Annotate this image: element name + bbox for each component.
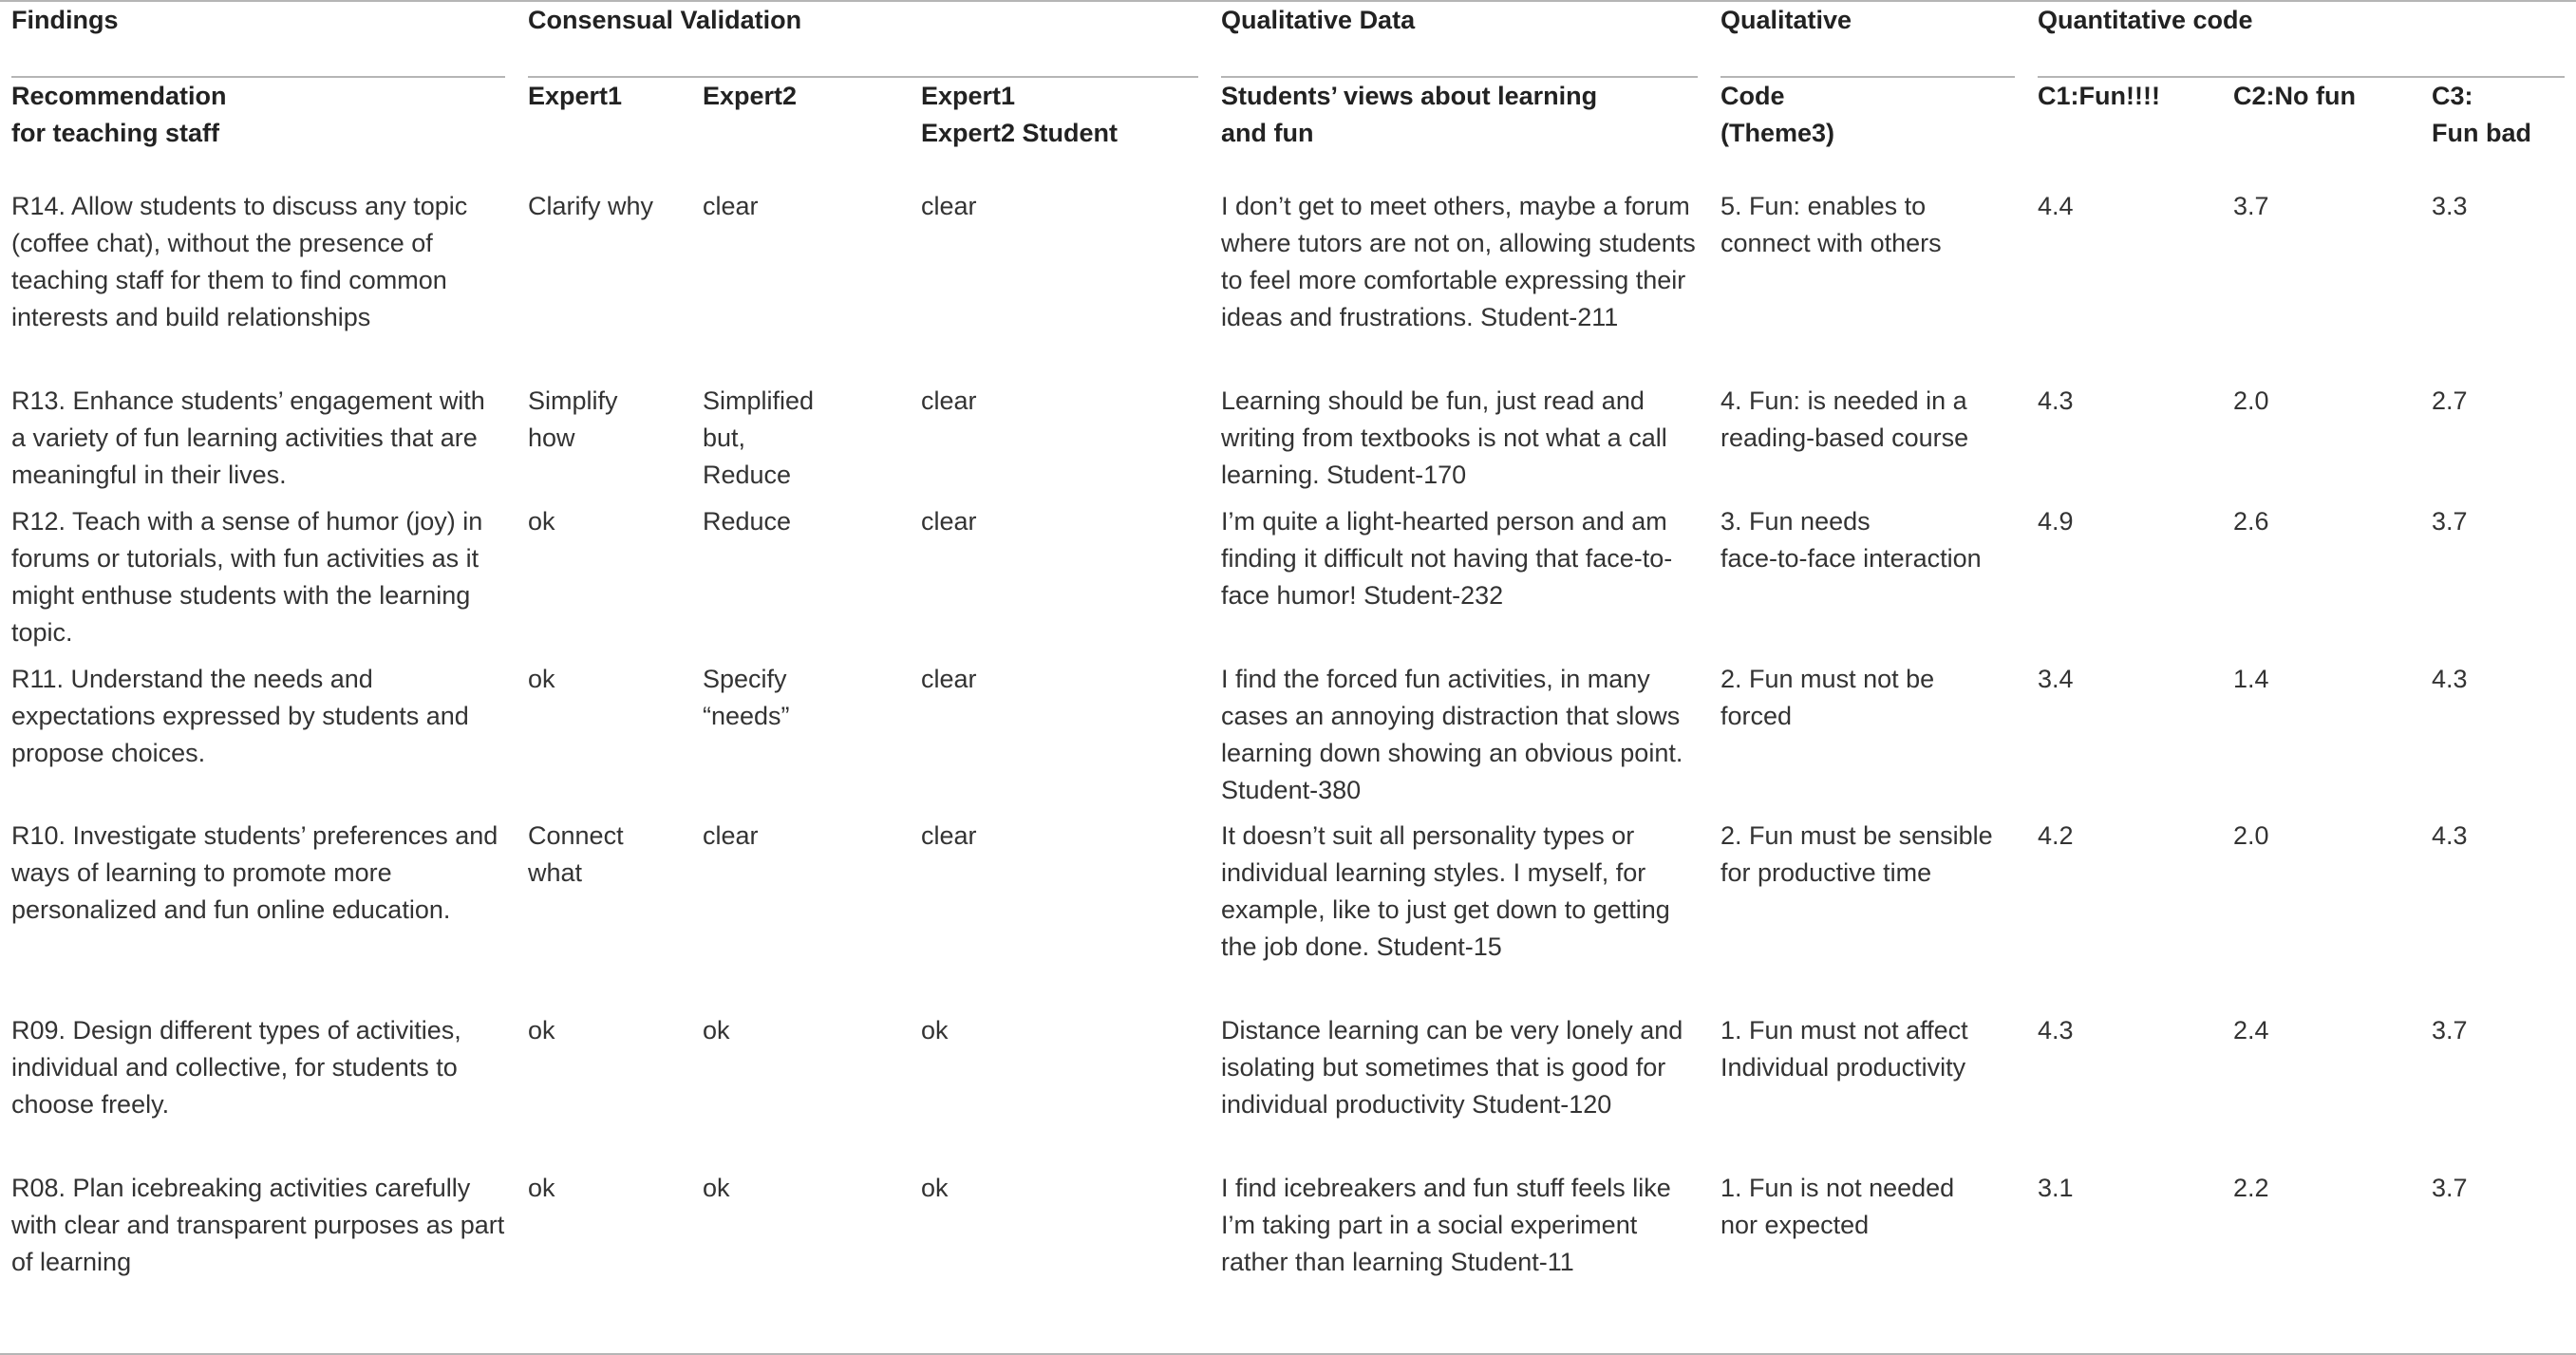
cell-expert2: Simplified but, Reduce — [703, 386, 815, 489]
cell-c1: 3.4 — [2038, 665, 2074, 693]
cell-expert1: Simplify how — [528, 386, 618, 452]
cell-expert-student: clear — [921, 386, 977, 415]
cell-expert1: ok — [528, 1016, 555, 1044]
cell-code: 1. Fun is not needed nor expected — [1709, 1170, 2026, 1355]
cell-c3: 3.3 — [2432, 192, 2468, 220]
column-header-c3: C3: Fun bad — [2432, 82, 2531, 147]
cell-c1: 4.9 — [2038, 507, 2074, 536]
cell-c2: 3.7 — [2233, 192, 2269, 220]
cell-recommendation: R11. Understand the needs and expectations expressed by students and propose choices. — [11, 665, 469, 767]
cell-student-view: I don’t get to meet others, maybe a forum where tutors are not on, allowing students to feel more comfortable expressing their ideas and frustrations. Student-211 — [1221, 192, 1696, 331]
cell-expert2: Reduce — [703, 507, 792, 536]
cell-c3: 4.3 — [2432, 665, 2468, 693]
cell-code: 5. Fun: enables to connect with others — [1720, 192, 1942, 257]
cell-c1: 4.4 — [2038, 192, 2074, 220]
group-header-consensual-validation — [517, 0, 1210, 78]
cell-c1: 4.2 — [2038, 821, 2074, 850]
cell-expert1: Clarify why — [528, 192, 654, 220]
cell-student-view: I find the forced fun activities, in many cases an annoying distraction that slows learning down showing an obvious point. Student-380 — [1221, 665, 1683, 804]
column-header-expert1-expert2-student: Expert1 Expert2 Student — [921, 82, 1119, 147]
cell-expert2: clear — [703, 821, 759, 850]
table-row — [0, 818, 2576, 1012]
cell-code: 4. Fun: is needed in a reading-based course — [1720, 386, 1969, 452]
cell-c3: 3.7 — [2432, 507, 2468, 536]
cell-recommendation: R09. Design different types of activities, individual and collective, for students to choose freely. — [11, 1016, 461, 1119]
group-header-qualitative-data-label: Qualitative Data — [1221, 6, 1416, 34]
cell-student-view: It doesn’t suit all personality types or individual learning styles. I myself, for example, like to just get down to getting the job done. Student-15 — [1221, 821, 1670, 961]
cell-student-view: I’m quite a light-hearted person and am finding it difficult not having that face-to-face humor! Student-232 — [1221, 507, 1673, 610]
cell-recommendation: R14. Allow students to discuss any topic (coffee chat), without the presence of teaching staff for them to find common interests and build relationships — [11, 192, 468, 331]
cell-recommendation: R13. Enhance students’ engagement with a variety of fun learning activities that are meaningful in their lives. — [11, 386, 485, 489]
cell-recommendation: R10. Investigate students’ preferences and ways of learning to promote more personalized and fun online education. — [11, 821, 498, 924]
cell-expert-student: ok — [921, 1016, 949, 1044]
cell-c2: 2.6 — [2233, 507, 2269, 536]
group-header-quantitative-code-label: Quantitative code — [2038, 6, 2253, 34]
cell-expert-student: ok — [910, 1170, 1210, 1355]
cell-c3: 2.7 — [2432, 386, 2468, 415]
cell-code: 3. Fun needs face-to-face interaction — [1720, 507, 1982, 573]
table-row — [0, 1170, 2576, 1355]
cell-c3: 4.3 — [2432, 821, 2468, 850]
cell-expert1: ok — [528, 665, 555, 693]
table-row — [0, 503, 2576, 661]
cell-expert2: clear — [703, 192, 759, 220]
table-row — [0, 1012, 2576, 1170]
table-row — [0, 661, 2576, 818]
group-header-findings-label: Findings — [11, 6, 119, 34]
cell-code: 2. Fun must not be forced — [1720, 665, 1935, 730]
cell-student-view: Distance learning can be very lonely and isolating but sometimes that is good for individual productivity Student-120 — [1221, 1016, 1683, 1119]
cell-recommendation: R12. Teach with a sense of humor (joy) in forums or tutorials, with fun activities as it might enthuse students with the learning topic. — [11, 507, 483, 647]
column-header-c2: C2:No fun — [2233, 82, 2356, 110]
cell-expert1: ok — [517, 1170, 691, 1355]
cell-c2: 2.0 — [2233, 821, 2269, 850]
group-underline — [528, 76, 1198, 78]
cell-c1: 4.3 — [2038, 386, 2074, 415]
group-underline — [1720, 76, 2015, 78]
cell-expert1: ok — [528, 507, 555, 536]
cell-code: 1. Fun must not affect Individual productivity — [1720, 1016, 1968, 1082]
cell-student-view: Learning should be fun, just read and writing from textbooks is not what a call learning. Student-170 — [1221, 386, 1667, 489]
group-underline — [2038, 76, 2565, 78]
cell-recommendation: R08. Plan icebreaking activities carefully with clear and transparent purposes as part of learning — [0, 1170, 517, 1355]
cell-c1: 4.3 — [2038, 1016, 2074, 1044]
column-header-expert1: Expert1 — [528, 82, 623, 110]
cell-expert-student: clear — [921, 821, 977, 850]
cell-c1: 3.1 — [2026, 1170, 2222, 1355]
cell-expert2: ok — [691, 1170, 910, 1355]
cell-expert-student: clear — [921, 665, 977, 693]
cell-expert-student: clear — [921, 507, 977, 536]
column-header-expert2: Expert2 — [703, 82, 798, 110]
cell-expert2: Specify “needs” — [703, 665, 790, 730]
group-header-findings — [0, 0, 517, 78]
group-header-quantitative-code — [2026, 0, 2576, 78]
column-header-recommendation: Recommendation for teaching staff — [11, 82, 227, 147]
cell-code: 2. Fun must be sensible for productive time — [1720, 821, 1993, 887]
cell-c2: 2.2 — [2222, 1170, 2420, 1355]
group-underline — [11, 76, 505, 78]
cell-c3: 3.7 — [2432, 1016, 2468, 1044]
group-header-qualitative — [1709, 0, 2026, 78]
cell-expert2: ok — [703, 1016, 730, 1044]
group-header-qualitative-data — [1210, 0, 1709, 78]
table-row — [0, 188, 2576, 383]
column-header-code: Code (Theme3) — [1720, 82, 1835, 147]
column-header-students-views: Students’ views about learning and fun — [1221, 82, 1598, 147]
cell-c2: 1.4 — [2233, 665, 2269, 693]
cell-c2: 2.4 — [2233, 1016, 2269, 1044]
column-header-c1: C1:Fun!!!! — [2038, 82, 2160, 110]
group-header-qualitative-label: Qualitative — [1720, 6, 1852, 34]
cell-c3: 3.7 — [2420, 1170, 2576, 1355]
table-row — [0, 383, 2576, 503]
cell-expert-student: clear — [921, 192, 977, 220]
group-underline — [1221, 76, 1698, 78]
cell-expert1: Connect what — [528, 821, 624, 887]
cell-c2: 2.0 — [2233, 386, 2269, 415]
cell-student-view: I find icebreakers and fun stuff feels like I’m taking part in a social experiment rather than learning Student-11 — [1210, 1170, 1709, 1355]
group-header-consensual-validation-label: Consensual Validation — [528, 6, 802, 34]
